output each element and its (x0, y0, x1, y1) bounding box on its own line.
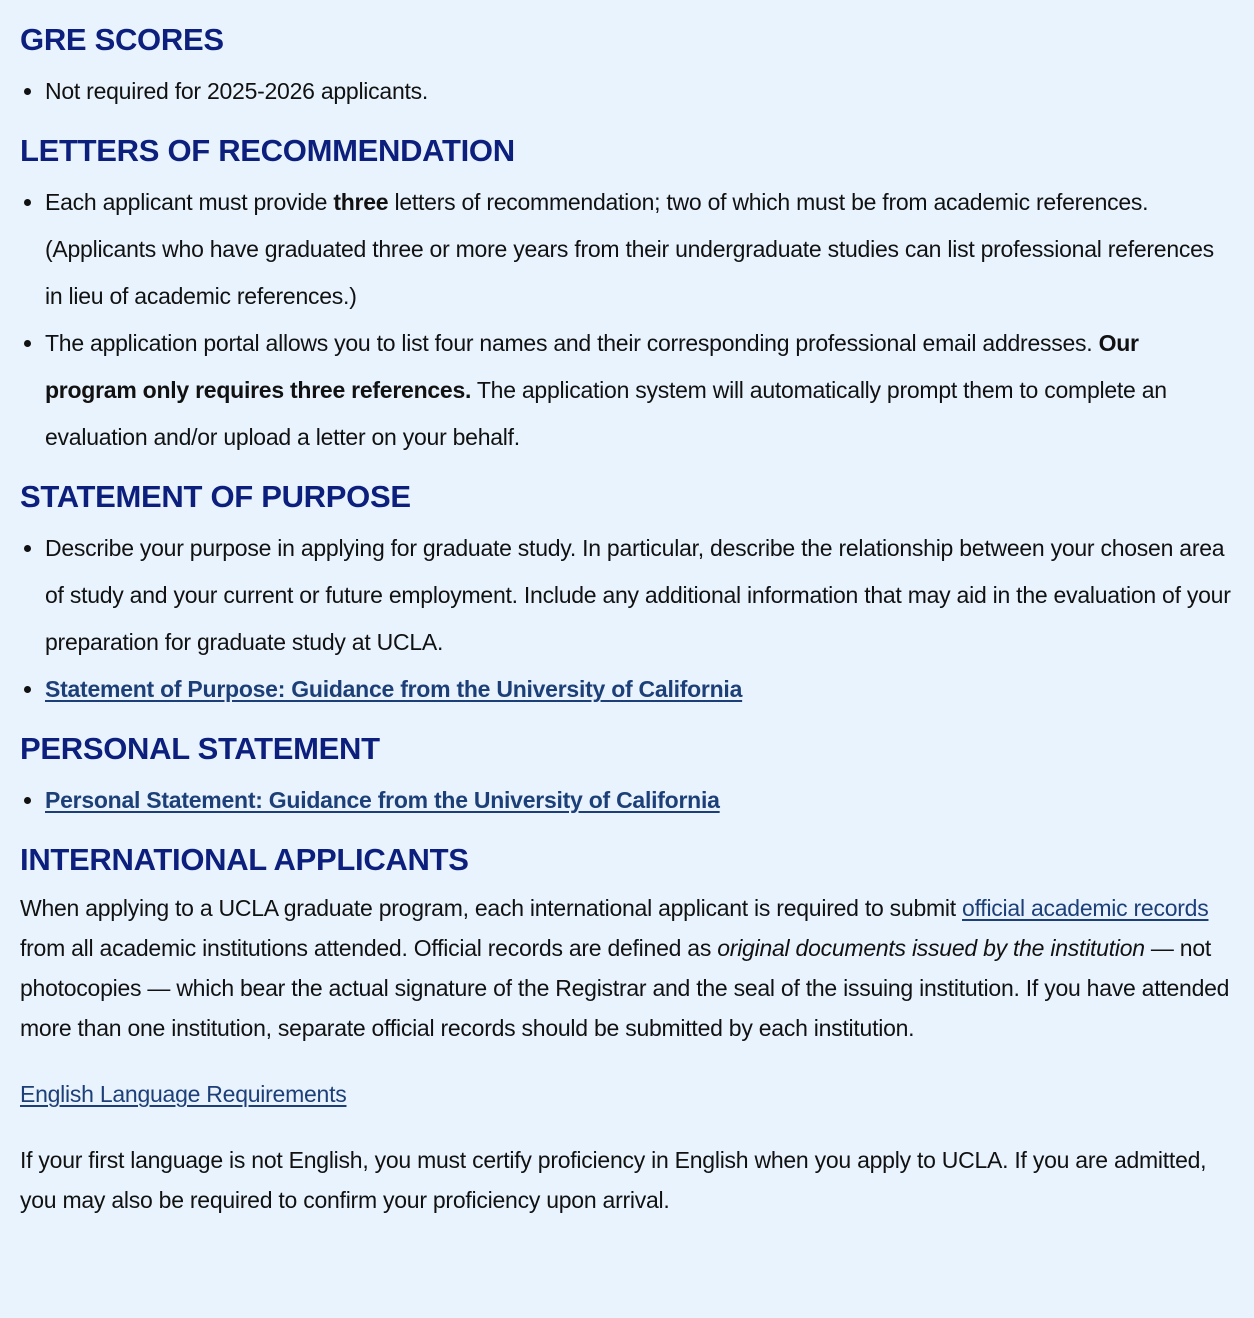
text: The application portal allows you to list four names and their corresponding professional email addresses. (45, 330, 1099, 356)
heading-letters-of-recommendation: LETTERS OF RECOMMENDATION (20, 133, 515, 168)
international-paragraph (20, 888, 1234, 1048)
official-academic-records-link[interactable]: official academic records (962, 895, 1209, 921)
personal-statement-guidance-link[interactable]: Personal Statement: Guidance from the University of California (45, 787, 720, 813)
list-item (45, 777, 1234, 824)
text: When applying to a UCLA graduate program, each international applicant is required to submit (20, 895, 963, 921)
section-gre-scores (20, 18, 1234, 115)
section-letters-of-recommendation (20, 129, 1234, 461)
list-item (45, 179, 1234, 320)
english-requirements-link-paragraph (20, 1074, 1234, 1114)
emphasis-three: three (333, 189, 389, 215)
text: from all academic institutions attended. Official records are defined as (20, 935, 718, 961)
sop-guidance-link[interactable]: Statement of Purpose: Guidance from the University of California (45, 676, 743, 702)
list-item (45, 666, 1234, 713)
text: letters of recommendation; two of which must be from academic references. (Applicants who have graduated three or more years from their undergraduate studies can list professional references in lieu of academic references.) (45, 189, 1214, 309)
personal-list (20, 777, 1234, 824)
heading-gre-scores: GRE SCORES (20, 22, 224, 57)
letters-list (20, 179, 1234, 461)
italic-definition: original documents issued by the institution (717, 935, 1145, 961)
text: The application system will automatically prompt them to complete an evaluation and/or upload a letter on your behalf. (45, 377, 1167, 450)
section-international-applicants (20, 838, 1234, 1220)
sop-list (20, 525, 1234, 713)
section-personal-statement (20, 727, 1234, 824)
heading-international-applicants: INTERNATIONAL APPLICANTS (20, 842, 469, 877)
english-language-requirements-link[interactable]: English Language Requirements (20, 1081, 347, 1107)
section-statement-of-purpose (20, 475, 1234, 713)
list-item: Describe your purpose in applying for graduate study. In particular, describe the relationship between your chosen area of study and your current or future employment. Include any additional information that may aid in the evaluation of your preparation for graduate study at UCLA. (45, 525, 1234, 666)
heading-personal-statement: PERSONAL STATEMENT (20, 731, 380, 766)
text: — not photocopies — which bear the actual signature of the Registrar and the seal of the issuing institution. If you have attended more than one institution, separate official records should be submitted by each institution. (20, 935, 1230, 1041)
heading-statement-of-purpose: STATEMENT OF PURPOSE (20, 479, 411, 514)
gre-list (20, 68, 1234, 115)
list-item: Not required for 2025-2026 applicants. (45, 68, 1234, 115)
list-item (45, 320, 1234, 461)
text: Each applicant must provide (45, 189, 334, 215)
english-proficiency-paragraph: If your first language is not English, you must certify proficiency in English when you apply to UCLA. If you are admitted, you may also be required to confirm your proficiency upon arrival. (20, 1147, 1207, 1213)
emphasis-three-references: Our program only requires three references. (45, 330, 1139, 403)
